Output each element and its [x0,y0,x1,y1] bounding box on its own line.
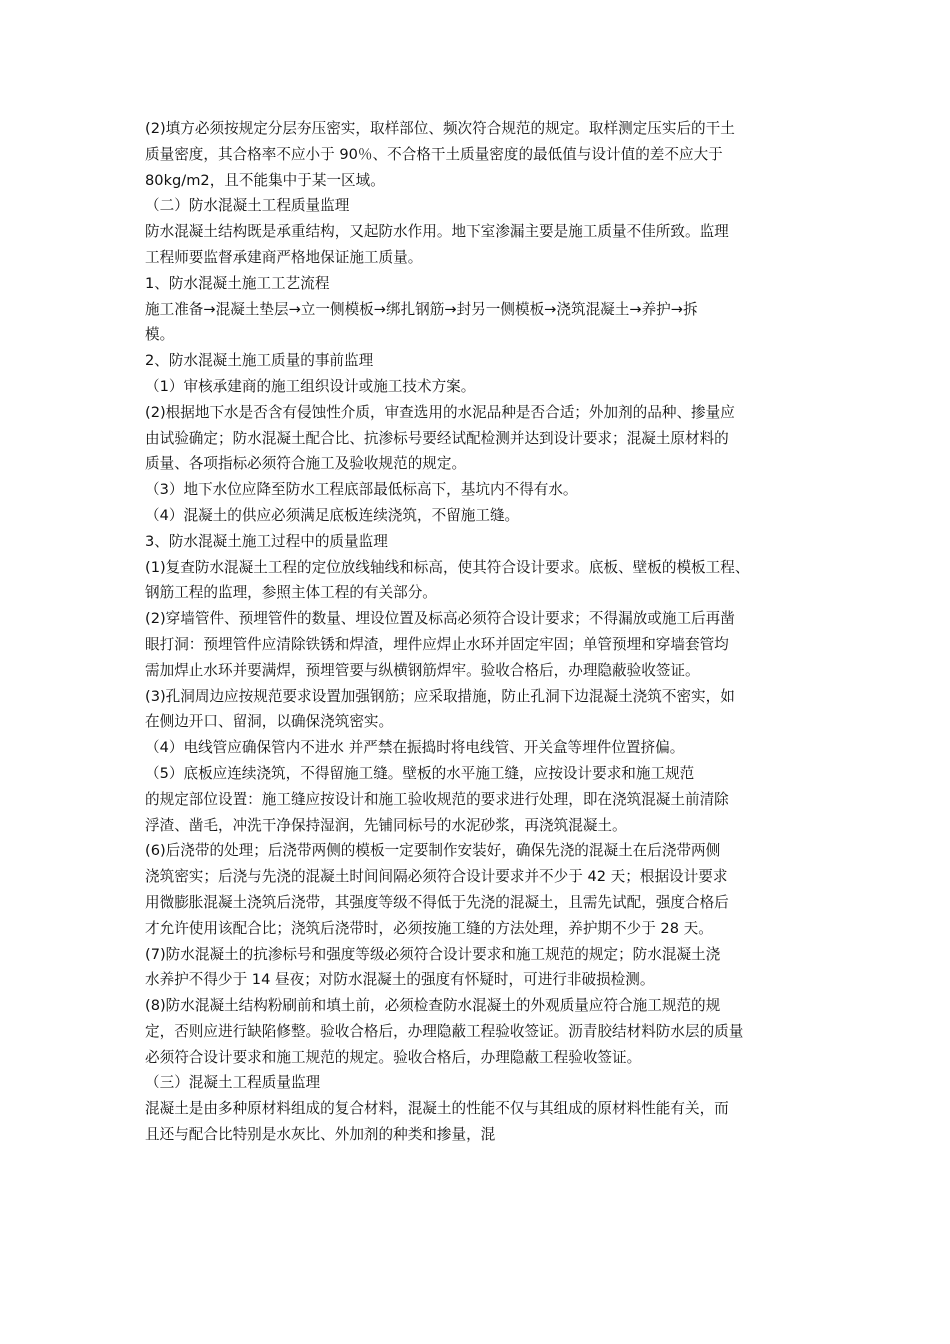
text-line: 且还与配合比特别是水灰比、外加剂的种类和掺量，混 [145,1126,496,1144]
text-line: 用微膨胀混凝土浇筑后浇带，其强度等级不得低于先浇的混凝土，且需先试配，强度合格后 [145,893,729,911]
text-line: 模。 [145,326,175,344]
text-line: 水养护不得少于 14 昼夜；对防水混凝土的强度有怀疑时，可进行非破损检测。 [145,971,655,989]
section-heading: （三）混凝土工程质量监理 [145,1074,321,1092]
text-line: 眼打洞：预埋管件应清除铁锈和焊渣，埋件应焊止水环并固定牢固；单管预埋和穿墙套管均 [145,635,729,653]
text-line: (1)复查防水混凝土工程的定位放线轴线和标高，使其符合设计要求。底板、壁板的模板工程、 [145,558,750,576]
text-line: 由试验确定；防水混凝土配合比、抗渗标号要经试配检测并达到设计要求；混凝土原材料的 [145,429,729,447]
text-line: （5）底板应连续浇筑，不得留施工缝。壁板的水平施工缝，应按设计要求和施工规范 [145,764,695,782]
subsection-heading: 2、防水混凝土施工质量的事前监理 [145,352,374,370]
text-line: 质量密度，其合格率不应小于 90％、不合格干土质量密度的最低值与设计值的差不应大于 [145,145,723,163]
document-body [145,116,813,1148]
text-line: （1）审核承建商的施工组织设计或施工技术方案。 [145,377,476,395]
text-line: （3）地下水位应降至防水工程底部最低标高下，基坑内不得有水。 [145,481,578,499]
text-line: (2)穿墙管件、预埋管件的数量、埋设位置及标高必须符合设计要求；不得漏放或施工后再凿 [145,610,735,628]
text-line: 混凝土是由多种原材料组成的复合材料，混凝土的性能不仅与其组成的原材料性能有关，而 [145,1100,729,1118]
text-line: 80kg/m2，且不能集中于某一区域。 [145,171,385,189]
text-line: (6)后浇带的处理；后浇带两侧的模板一定要制作安装好，确保先浇的混凝土在后浇带两侧 [145,842,721,860]
text-line: 的规定部位设置：施工缝应按设计和施工验收规范的要求进行处理，即在浇筑混凝土前清除 [145,790,729,808]
section-heading: （二）防水混凝土工程质量监理 [145,197,350,215]
text-line: 质量、各项指标必须符合施工及验收规范的规定。 [145,455,467,473]
subsection-heading: 1、防水混凝土施工工艺流程 [145,274,330,292]
text-line: (8)防水混凝土结构粉刷前和填土前，必须检查防水混凝土的外观质量应符合施工规范的规 [145,997,721,1015]
text-line: 浮渣、凿毛，冲洗干净保持湿润，先铺同标号的水泥砂浆，再浇筑混凝土。 [145,816,627,834]
text-line: (2)根据地下水是否含有侵蚀性介质，审查选用的水泥品种是否合适；外加剂的品种、掺量应 [145,403,735,421]
subsection-heading: 3、防水混凝土施工过程中的质量监理 [145,532,388,550]
text-line: 防水混凝土结构既是承重结构，又起防水作用。地下室渗漏主要是施工质量不佳所致。监理 [145,223,729,241]
text-line: 施工准备→混凝土垫层→立一侧模板→绑扎钢筋→封另一侧模板→浇筑混凝土→养护→拆 [145,300,698,318]
text-line: 浇筑密实；后浇与先浇的混凝土时间间隔必须符合设计要求并不少于 42 天；根据设计要求 [145,868,728,886]
text-line: (3)孔洞周边应按规范要求设置加强钢筋；应采取措施，防止孔洞下边混凝土浇筑不密实，如 [145,687,735,705]
text-line: 必须符合设计要求和施工规范的规定。验收合格后，办理隐蔽工程验收签证。 [145,1048,642,1066]
text-line: 定，否则应进行缺陷修整。验收合格后，办理隐蔽工程验收签证。沥青胶结材料防水层的质量 [145,1022,744,1040]
text-line: （4）电线管应确保管内不进水 并严禁在振捣时将电线管、开关盒等埋件位置挤偏。 [145,739,685,757]
text-line: (7)防水混凝土的抗渗标号和强度等级必须符合设计要求和施工规范的规定；防水混凝土浇 [145,945,721,963]
text-line: 才允许使用该配合比；浇筑后浇带时，必须按施工缝的方法处理，养护期不少于 28 天。 [145,919,713,937]
text-line: (2)填方必须按规定分层夯压密实，取样部位、频次符合规范的规定。取样测定压实后的干土 [145,120,735,137]
text-line: 工程师要监督承建商严格地保证施工质量。 [145,248,423,266]
text-line: （4）混凝土的供应必须满足底板连续浇筑，不留施工缝。 [145,506,520,524]
text-line: 需加焊止水环并要满焊，预埋管要与纵横钢筋焊牢。验收合格后，办理隐蔽验收签证。 [145,661,700,679]
text-line: 在侧边开口、留洞，以确保浇筑密实。 [145,713,394,731]
text-line: 钢筋工程的监理，参照主体工程的有关部分。 [145,584,437,602]
